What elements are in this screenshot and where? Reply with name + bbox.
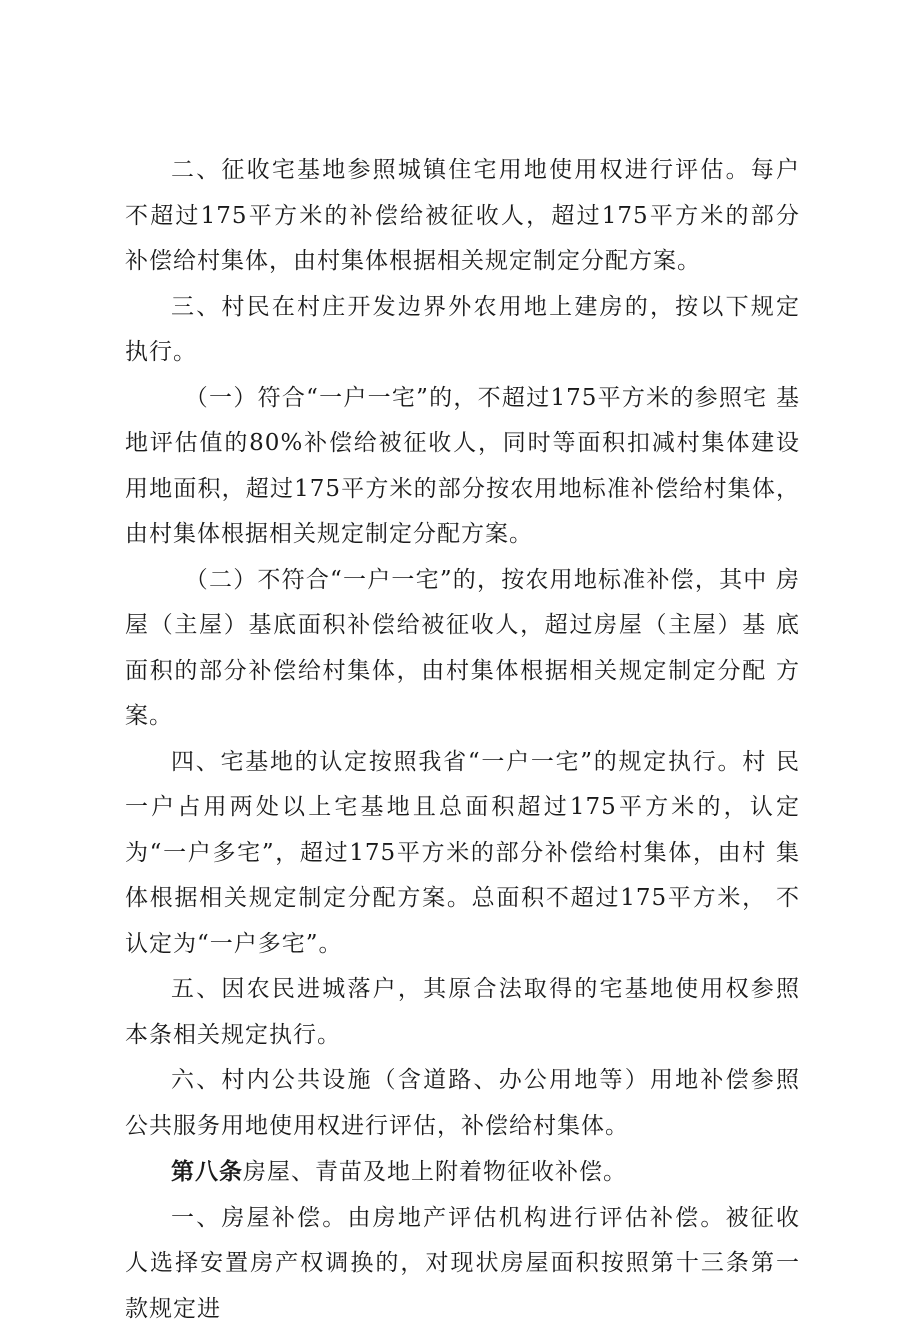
paragraph-urban-settlement: 五、因农民进城落户，其原合法取得的宅基地使用权参照 本条相关规定执行。 xyxy=(125,967,800,1058)
article-title: 房屋、青苗及地上附着物征收补偿。 xyxy=(243,1159,627,1185)
paragraph-one-household-one-house: （一）符合“一户一宅”的，不超过175平方米的参照宅 基地评估值的80%补偿给被征收人，同时等面积扣减村集体建设 用地面积，超过175平方米的部分按农用地标准补偿给村集体，由村集体根据相关规定制定分配方案。 xyxy=(125,376,800,558)
paragraph-outside-boundary: 三、村民在村庄开发边界外农用地上建房的，按以下规定 执行。 xyxy=(125,285,800,376)
document-body xyxy=(125,148,800,1332)
paragraph-public-facilities: 六、村内公共设施（含道路、办公用地等）用地补偿参照 公共服务用地使用权进行评估，补偿给村集体。 xyxy=(125,1058,800,1149)
article-eight xyxy=(125,1149,800,1196)
article-heading: 第八条 xyxy=(171,1158,243,1185)
paragraph-homestead-evaluation: 二、征收宅基地参照城镇住宅用地使用权进行评估。每户 不超过175平方米的补偿给被征收人，超过175平方米的部分 补偿给村集体，由村集体根据相关规定制定分配方案。 xyxy=(125,148,800,285)
paragraph-homestead-identification: 四、宅基地的认定按照我省“一户一宅”的规定执行。村 民一户占用两处以上宅基地且总面积超过175平方米的，认定 为“一户多宅”，超过175平方米的部分补偿给村集体，由村 集体根据相关规定制定分配方案。总面积不超过175平方米， 不认定为“一户多宅”。 xyxy=(125,740,800,968)
paragraph-house-compensation: 一、房屋补偿。由房地产评估机构进行评估补偿。被征收 人选择安置房产权调换的，对现状房屋面积按照第十三条第一 款规定进 xyxy=(125,1196,800,1332)
paragraph-not-one-household-one-house: （二）不符合“一户一宅”的，按农用地标准补偿，其中 房屋（主屋）基底面积补偿给被征收人，超过房屋（主屋）基 底面积的部分补偿给村集体，由村集体根据相关规定制定分配 方案。 xyxy=(125,558,800,740)
